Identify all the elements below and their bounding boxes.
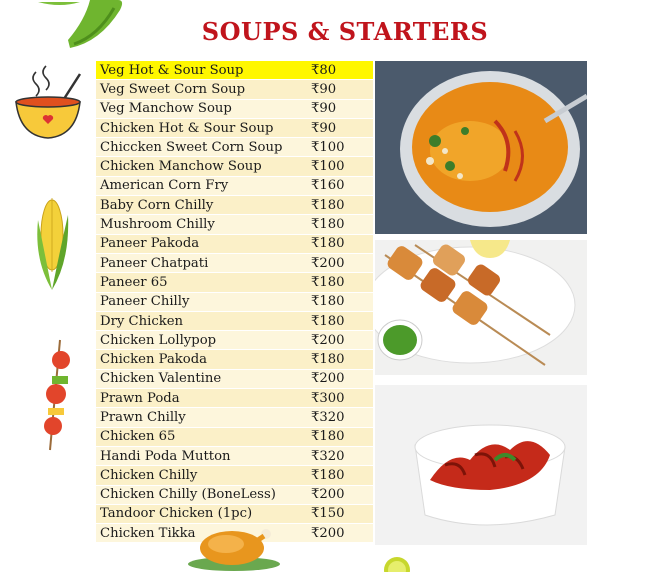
menu-item <box>96 100 373 119</box>
menu-item-price: ₹200 <box>311 487 345 503</box>
menu-item-name: Veg Manchow Soup <box>100 101 232 117</box>
menu-item-name: Baby Corn Chilly <box>100 197 214 213</box>
menu-item <box>96 408 373 427</box>
menu-item-name: Tandoor Chicken (1pc) <box>100 506 253 522</box>
menu-item-name: Dry Chicken <box>100 313 183 329</box>
menu-item-price: ₹80 <box>311 62 337 78</box>
menu-item-price: ₹320 <box>311 448 345 464</box>
menu-item-name: Chicken Lollypop <box>100 332 217 348</box>
menu-item-name: Paneer Pakoda <box>100 236 200 252</box>
menu-item-price: ₹150 <box>311 506 345 522</box>
menu-item-price: ₹300 <box>311 390 345 406</box>
menu-item-name: Chicken Pakoda <box>100 352 208 368</box>
menu-item-name: Chicken Tikka <box>100 525 196 541</box>
menu-item <box>96 505 373 524</box>
menu-item-name: Chicken Manchow Soup <box>100 159 262 175</box>
menu-item <box>96 254 373 273</box>
kebab-skewer-icon <box>34 338 80 453</box>
soup-bowl-icon <box>14 64 86 144</box>
menu-item <box>96 331 373 350</box>
menu-item-name: Chiccken Sweet Corn Soup <box>100 139 283 155</box>
menu-item-price: ₹100 <box>311 139 345 155</box>
menu-item <box>96 312 373 331</box>
menu-item <box>96 235 373 254</box>
menu-item <box>96 389 373 408</box>
menu-item-price: ₹100 <box>311 159 345 175</box>
menu-item <box>96 157 373 176</box>
menu-item-name: Handi Poda Mutton <box>100 448 231 464</box>
menu-item-name: Paneer 65 <box>100 274 168 290</box>
menu-item <box>96 138 373 157</box>
menu-item-price: ₹180 <box>311 294 345 310</box>
menu-item-price: ₹90 <box>311 81 337 97</box>
menu-item <box>96 447 373 466</box>
menu-item-price: ₹180 <box>311 217 345 233</box>
menu-item <box>96 486 373 505</box>
menu-item <box>96 215 373 234</box>
menu-item-name: Prawn Chilly <box>100 409 186 425</box>
menu-item-name: Chicken Chilly <box>100 467 198 483</box>
menu-item-name: Paneer Chatpati <box>100 255 209 271</box>
menu-item-price: ₹180 <box>311 467 345 483</box>
menu-item-price: ₹90 <box>311 120 337 136</box>
menu-item-name: American Corn Fry <box>100 178 229 194</box>
menu-item <box>96 273 373 292</box>
chilli-prawns-photo <box>375 385 587 545</box>
menu-item-price: ₹180 <box>311 197 345 213</box>
roast-chicken-icon <box>186 524 282 572</box>
menu-item-name: Chicken 65 <box>100 429 176 445</box>
page-title: SOUPS & STARTERS <box>201 17 489 46</box>
menu-item <box>96 428 373 447</box>
corn-icon <box>28 190 78 295</box>
menu-item <box>96 293 373 312</box>
menu-item-price: ₹160 <box>311 178 345 194</box>
soup-photo <box>375 61 587 234</box>
menu-item-name: Prawn Poda <box>100 390 180 406</box>
menu-item-name: Veg Hot & Sour Soup <box>100 62 244 78</box>
menu-item-name: Veg Sweet Corn Soup <box>100 81 246 97</box>
menu-item <box>96 196 373 215</box>
menu-item <box>96 466 373 485</box>
lime-icon <box>382 555 412 572</box>
paneer-tikka-photo <box>375 240 587 375</box>
menu-item-price: ₹200 <box>311 525 345 541</box>
menu-item <box>96 177 373 196</box>
menu-item-name: Mushroom Chilly <box>100 217 215 233</box>
menu-item-name: Paneer Chilly <box>100 294 190 310</box>
menu-item-name: Chicken Hot & Sour Soup <box>100 120 274 136</box>
menu-item-price: ₹180 <box>311 352 345 368</box>
menu-item-price: ₹180 <box>311 236 345 252</box>
menu-item-name: Chicken Chilly (BoneLess) <box>100 487 276 503</box>
menu-item <box>96 119 373 138</box>
menu-item-name: Chicken Valentine <box>100 371 222 387</box>
menu-item-price: ₹180 <box>311 429 345 445</box>
menu-item <box>96 80 373 99</box>
menu-item <box>96 61 373 80</box>
menu-item-price: ₹320 <box>311 409 345 425</box>
pea-pod-icon <box>30 0 140 52</box>
menu-item-price: ₹200 <box>311 371 345 387</box>
menu-item-price: ₹180 <box>311 313 345 329</box>
menu-item-price: ₹90 <box>311 101 337 117</box>
menu-item-price: ₹200 <box>311 332 345 348</box>
menu-item <box>96 350 373 369</box>
menu-list <box>96 61 373 543</box>
menu-item <box>96 370 373 389</box>
menu-item-price: ₹180 <box>311 274 345 290</box>
menu-item-price: ₹200 <box>311 255 345 271</box>
